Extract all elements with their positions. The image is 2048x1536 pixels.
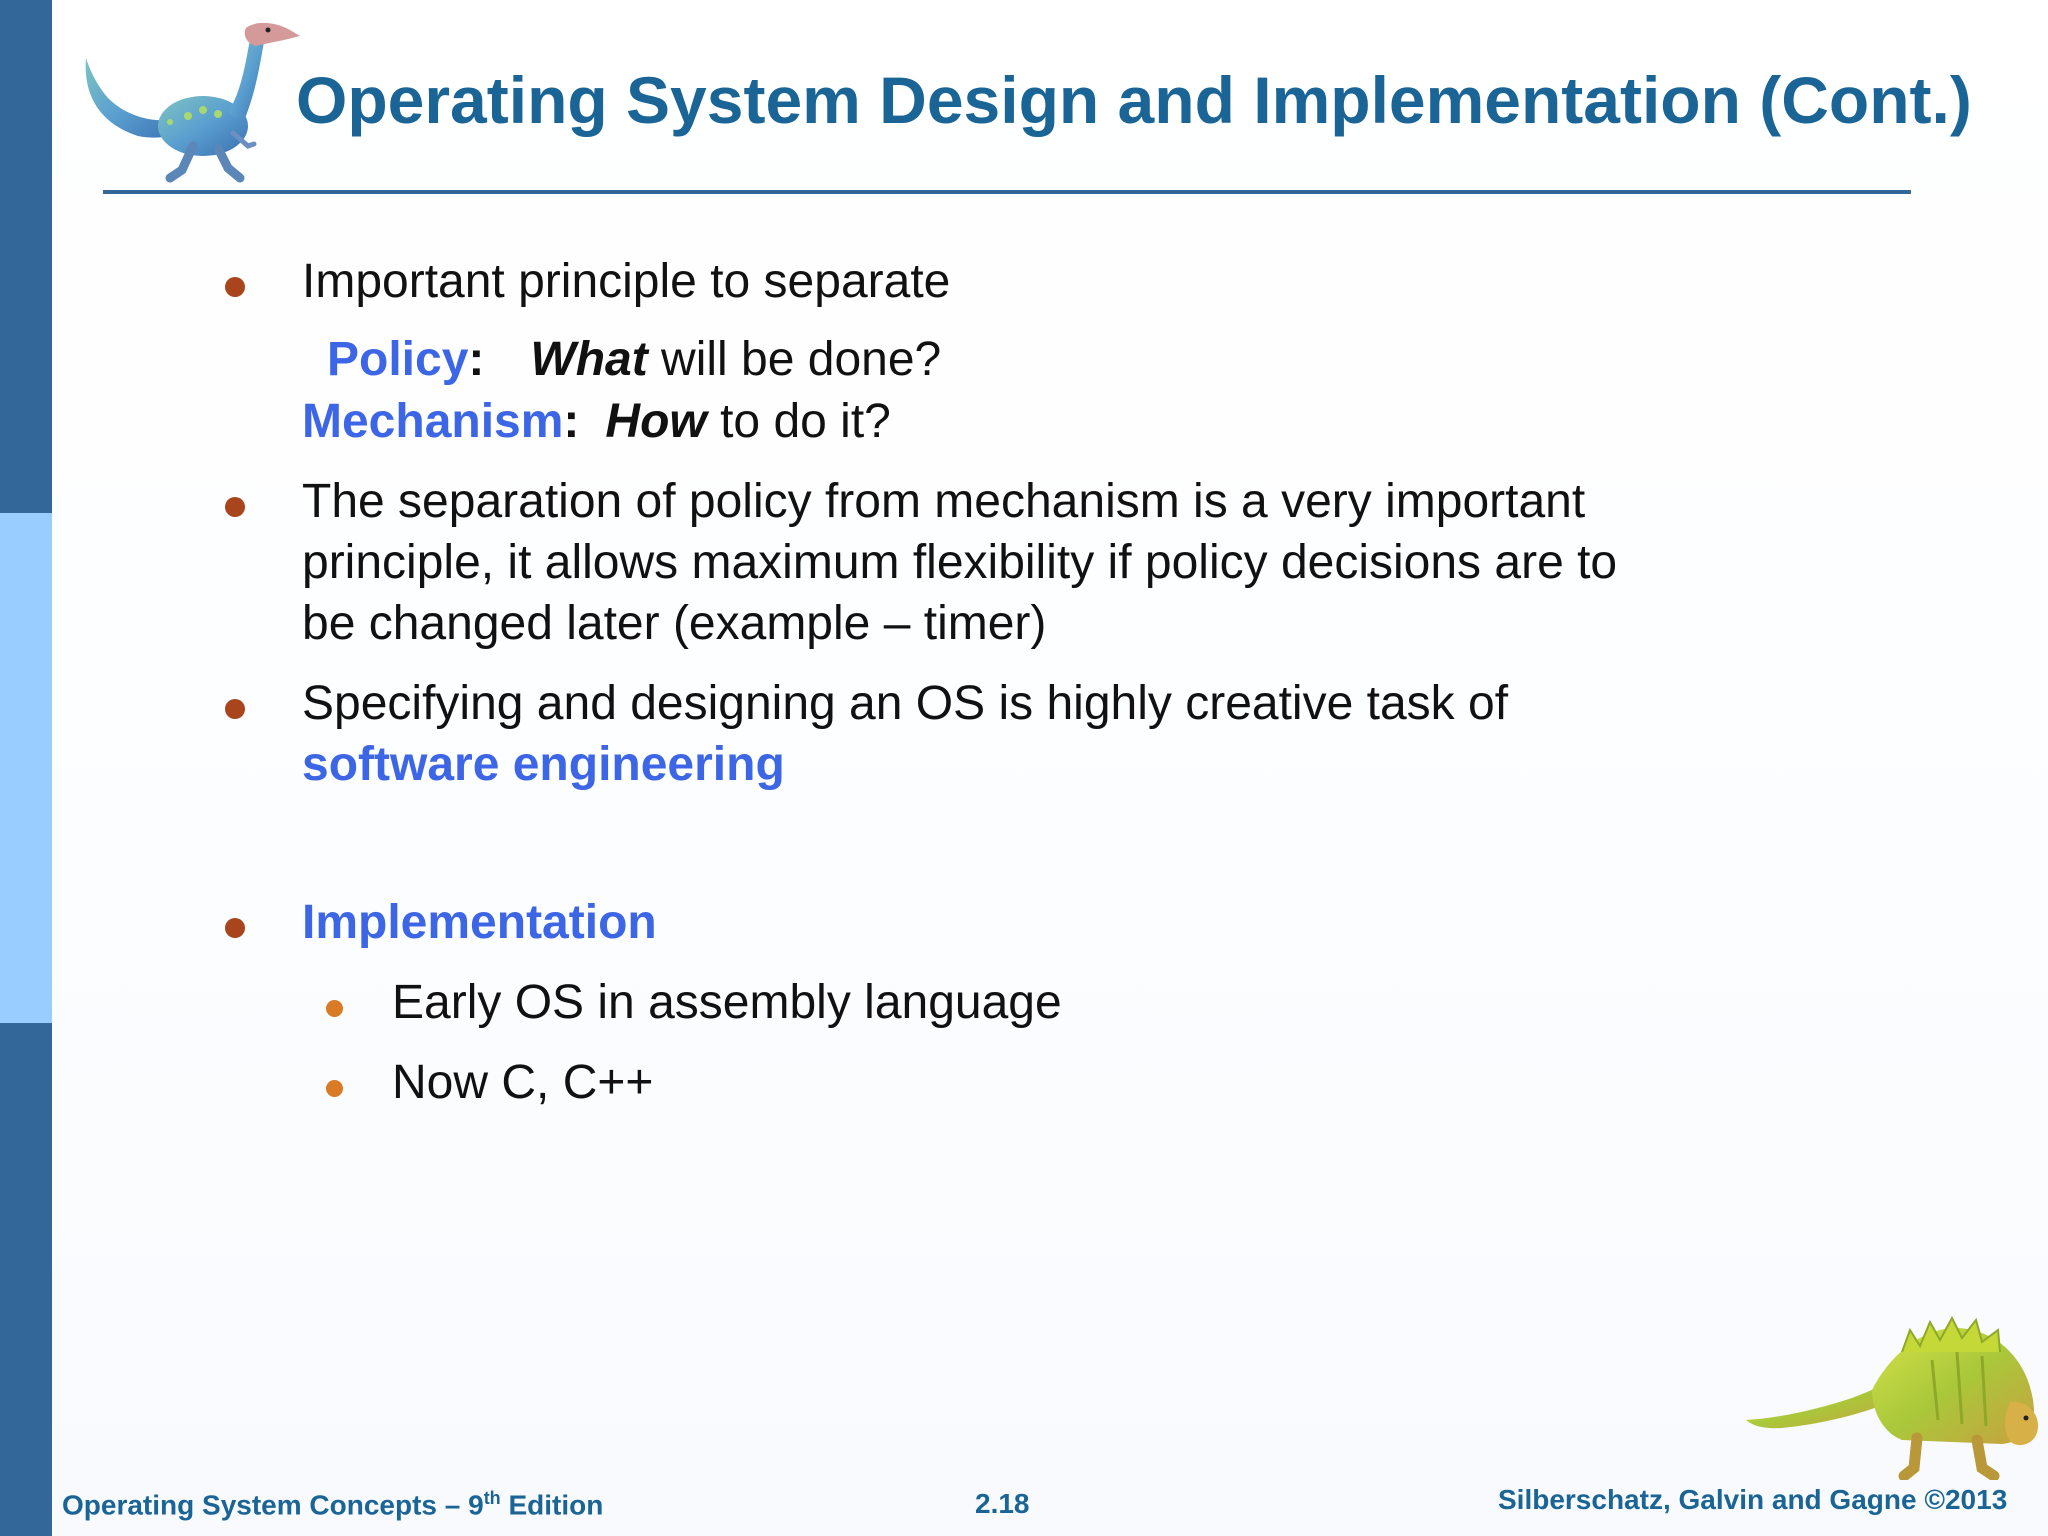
bullet-text: be changed later (example – timer) [302,597,1047,650]
sub-bullet-marker [326,1080,343,1097]
mechanism-line [302,391,891,453]
mechanism-colon: : [563,395,580,448]
bullet-marker [225,277,245,297]
bullet-text: Important principle to separate [302,255,951,308]
sub-bullet-text: Early OS in assembly language [392,976,1062,1029]
footer-book-title [62,1488,603,1521]
bullet-marker [225,497,245,517]
left-strip-middle [0,513,52,1023]
dinosaur-icon [1742,1290,2042,1480]
policy-label: Policy [327,333,469,386]
footer-book-text: Operating System Concepts – 9 [62,1489,484,1521]
software-engineering-highlight: software engineering [302,738,785,791]
policy-question-word: What [530,333,648,386]
title-divider [103,190,1911,194]
footer-edition-text: Edition [500,1489,604,1521]
bullet-text: The separation of policy from mechanism is a very important [302,475,1586,528]
slide-title: Operating System Design and Implementation (Cont.) [296,63,1972,137]
footer-copyright: Silberschatz, Galvin and Gagne ©2013 [1498,1484,2008,1515]
mechanism-question-word: How [605,395,707,448]
bullet-marker [225,699,245,719]
dinosaur-icon [78,18,308,188]
policy-question-rest: will be done? [647,333,942,386]
footer-page-number: 2.18 [975,1488,1030,1519]
bullet-marker [225,918,245,938]
sub-bullet-text: Now C, C++ [392,1056,654,1109]
footer-edition-superscript: th [483,1488,501,1508]
mechanism-question-rest: to do it? [706,395,891,448]
bullet-text: principle, it allows maximum flexibility if policy decisions are to [302,536,1618,589]
policy-line [327,329,941,391]
left-strip-bottom [0,1023,52,1536]
implementation-heading: Implementation [302,896,657,949]
mechanism-label: Mechanism [302,395,564,448]
sub-bullet-marker [326,1000,343,1017]
left-strip-top [0,0,52,513]
policy-colon: : [468,333,485,386]
bullet-text: Specifying and designing an OS is highly creative task of [302,677,1509,730]
